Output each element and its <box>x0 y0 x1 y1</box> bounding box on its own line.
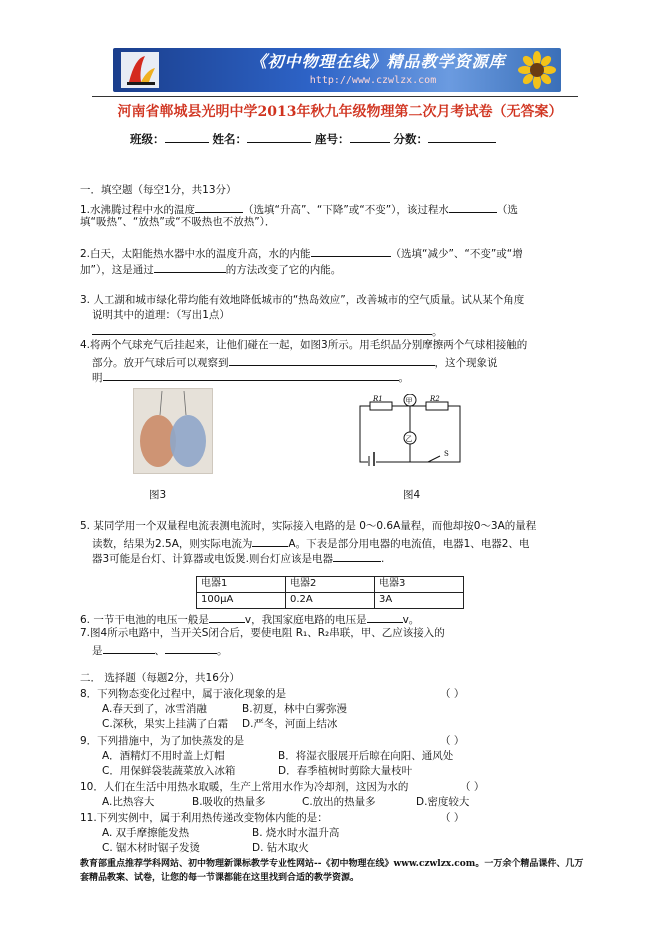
sunflower-icon <box>517 50 557 90</box>
table-row: 电器1 电器2 电器3 <box>197 577 464 593</box>
q7-blank2[interactable] <box>165 642 217 654</box>
q5-blank1[interactable] <box>252 535 288 547</box>
score-label: 分数： <box>393 132 429 146</box>
q8-stem: 8．下列物态变化过程中，属于液化现象的是 （ ） <box>80 688 465 700</box>
q8-option-d[interactable]: D.严冬，河面上结冰 <box>242 718 338 730</box>
q9-option-c[interactable]: C．用保鲜袋装蔬菜放入冰箱 <box>102 765 236 777</box>
q5-line2: 读数，结果为2.5A，则实际电流为 A。下表是部分用电器的电流值，电器1、电器2、电 <box>92 535 597 551</box>
q8-options-ab <box>102 703 607 716</box>
q2-blank1[interactable] <box>311 245 391 257</box>
q4-blank1[interactable] <box>229 354 435 366</box>
banner-url: http://www.czwlzx.com <box>309 75 437 86</box>
name-label: 姓名： <box>212 132 248 146</box>
q6-blank1[interactable] <box>209 611 245 623</box>
q9-answer-paren[interactable]: （ ） <box>440 735 465 747</box>
table-row: 100μA 0.2A 3A <box>197 593 464 609</box>
q2-blank2[interactable] <box>154 261 226 273</box>
seat-label: 座号： <box>315 132 350 146</box>
q8-answer-paren[interactable]: （ ） <box>440 688 465 700</box>
q3-line2: 说明其中的道理：（写出1点） <box>92 309 230 321</box>
section1-heading: 一．填空题（每空1分，共13分） <box>80 184 237 196</box>
q6-blank2[interactable] <box>367 611 403 623</box>
q3-line3: 。 <box>92 323 597 339</box>
section2-heading: 二． 选择题（每题2分，共16分） <box>80 672 240 684</box>
q10-answer-paren[interactable]: （ ） <box>460 781 485 793</box>
circuit-jia-label: 甲 <box>405 397 413 405</box>
fig3-caption: 图3 <box>149 489 167 501</box>
footer-note: 教育部重点推荐学科网站、初中物理新课标教学专业性网站--《初中物理在线》www.czwlzx.com。一万余个精品课件、几万套精品教案、试卷，让您的每一节课都能在这里找到合适的教学资源。 <box>80 859 584 883</box>
q9-stem: 9．下列措施中，为了加快蒸发的是 （ ） <box>80 735 465 747</box>
q4-line2: 部分。放开气球后可以观察到 ，这个现象说 <box>92 354 597 370</box>
q1-line2: 填“吸热”、“放热”或“不吸热也不放热”）． <box>80 216 276 228</box>
circuit-diagram <box>356 394 464 466</box>
q5-blank2[interactable] <box>333 550 381 562</box>
q1-line1: 1.水沸腾过程中水的温度 （选填“升高”、“下降”或“不变”），该过程水 （选 <box>80 201 585 217</box>
q9-options-cd <box>102 765 607 778</box>
name-blank[interactable] <box>247 131 311 143</box>
q9-option-a[interactable]: A．酒精灯不用时盖上灯帽 <box>102 750 225 762</box>
q4-blank2[interactable] <box>103 369 399 381</box>
q7-line1: 7.图4所示电路中，当开关S闭合后，要使电阻 R₁、R₂串联，甲、乙应该接入的 <box>80 627 445 639</box>
q10-options <box>102 796 607 809</box>
header-banner <box>113 48 561 92</box>
q3-line1: 3. 人工湖和城市绿化带均能有效地降低城市的“热岛效应”，改善城市的空气质量。试从某个角度 <box>80 294 525 306</box>
circuit-s-label: S <box>444 450 449 458</box>
q11-option-c[interactable]: C. 锯木材时锯子发烫 <box>102 842 201 854</box>
q8-option-a[interactable]: A.春天到了，冰雪消融 <box>102 703 207 715</box>
circuit-r2-label: R2 <box>430 395 440 403</box>
class-label: 班级： <box>130 132 165 146</box>
seat-blank[interactable] <box>350 131 390 143</box>
q7-blank1[interactable] <box>103 642 155 654</box>
q10-option-a[interactable]: A.比热容大 <box>102 796 155 808</box>
q11-options-ab <box>102 827 607 840</box>
q11-answer-paren[interactable]: （ ） <box>440 812 465 824</box>
exam-title: 河南省郸城县光明中学2013年秋九年级物理第二次月考试卷（无答案） <box>117 104 563 120</box>
banner-title: 《初中物理在线》精品教学资源库 <box>250 52 506 71</box>
q1-blank1[interactable] <box>195 201 243 213</box>
q9-options-ab <box>102 750 607 763</box>
q10-option-c[interactable]: C.放出的热量多 <box>302 796 376 808</box>
q4-line3: 明 。 <box>92 369 597 385</box>
q11-option-b[interactable]: B. 烧水时水温升高 <box>252 827 340 839</box>
current-table <box>196 576 464 609</box>
q2-line2: 加”），这是通过 的方法改变了它的内能。 <box>80 261 585 277</box>
q8-option-b[interactable]: B.初夏，林中白雾弥漫 <box>242 703 348 715</box>
q10-stem: 10．人们在生活中用热水取暖，生产上常用水作为冷却剂，这因为水的 （ ） <box>80 781 485 793</box>
q5-line1: 5. 某同学用一个双量程电流表测电流时，实际接入电路的是 0～0.6A量程，而他却按0～3A的量程 <box>80 520 537 532</box>
q8-options-cd <box>102 718 607 731</box>
score-blank[interactable] <box>428 131 496 143</box>
circuit-r1-label: R1 <box>373 395 383 403</box>
q8-option-c[interactable]: C.深秋，果实上挂满了白霜 <box>102 718 229 730</box>
circuit-yi-label: 乙 <box>405 435 413 443</box>
q11-stem: 11.下列实例中，属于利用热传递改变物体内能的是： （ ） <box>80 812 465 824</box>
q5-line3: 器3可能是台灯、计算器或电饭煲.则台灯应该是电器 . <box>92 550 597 566</box>
header-divider <box>92 96 578 97</box>
q9-option-d[interactable]: D．春季植树时剪除大量枝叶 <box>278 765 413 777</box>
q10-option-d[interactable]: D.密度较大 <box>416 796 470 808</box>
q7-line2: 是 、 。 <box>92 642 597 658</box>
q3-blank[interactable] <box>92 323 432 335</box>
fig4-caption: 图4 <box>403 489 421 501</box>
q1-blank2[interactable] <box>449 201 497 213</box>
balloons-figure <box>133 388 213 474</box>
q6-line: 6. 一节干电池的电压一般是 v，我国家庭电路的电压是 v。 <box>80 611 585 627</box>
site-logo-icon <box>121 52 159 88</box>
q11-option-d[interactable]: D. 钻木取火 <box>252 842 309 854</box>
q11-options-cd <box>102 842 607 855</box>
q11-option-a[interactable]: A. 双手摩擦能发热 <box>102 827 190 839</box>
student-info-row <box>130 131 550 146</box>
q4-line1: 4.将两个气球充气后挂起来，让他们碰在一起，如图3所示。用毛织品分别摩擦两个气球相接触的 <box>80 339 528 351</box>
class-blank[interactable] <box>165 131 209 143</box>
q10-option-b[interactable]: B.吸收的热量多 <box>192 796 266 808</box>
q9-option-b[interactable]: B．将湿衣服展开后晾在向阳、通风处 <box>278 750 454 762</box>
q2-line1: 2.白天，太阳能热水器中水的温度升高，水的内能 （选填“减少”、“不变”或“增 <box>80 245 585 261</box>
